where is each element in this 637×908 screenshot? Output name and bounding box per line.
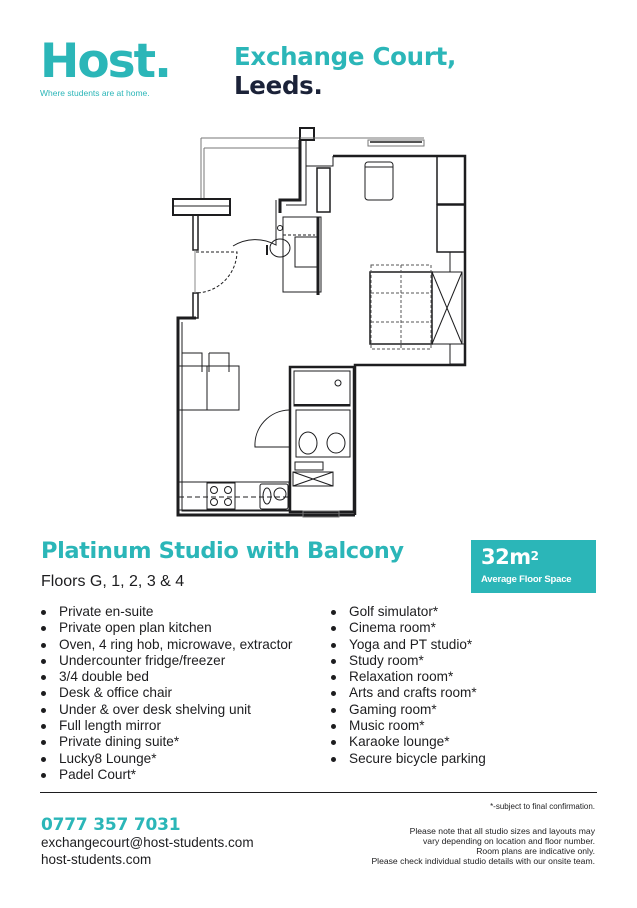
feature-item: Lucky8 Lounge*: [38, 751, 292, 767]
footer-divider: [40, 792, 597, 793]
feature-item: Cinema room*: [328, 620, 486, 636]
phone-number[interactable]: 0777 357 7031: [41, 815, 181, 835]
feature-item: 3/4 double bed: [38, 669, 292, 685]
logo-wordmark: Host.: [40, 34, 170, 89]
floor-plan: [160, 120, 480, 525]
feature-item: Undercounter fridge/freezer: [38, 653, 292, 669]
feature-item: Karaoke lounge*: [328, 734, 486, 750]
feature-item: Yoga and PT studio*: [328, 637, 486, 653]
floor-area-label: Average Floor Space: [481, 574, 572, 585]
area-number: 32m: [481, 545, 531, 569]
disclaimer-line: vary depending on location and floor number.: [423, 836, 595, 846]
feature-item: Desk & office chair: [38, 685, 292, 701]
feature-item: Arts and crafts room*: [328, 685, 486, 701]
logo-tagline: Where students are at home.: [40, 88, 150, 98]
feature-item: Relaxation room*: [328, 669, 486, 685]
email-link[interactable]: exchangecourt@host-students.com: [41, 835, 254, 850]
feature-item: Full length mirror: [38, 718, 292, 734]
feature-item: Under & over desk shelving unit: [38, 702, 292, 718]
feature-item: Padel Court*: [38, 767, 292, 783]
area-superscript: 2: [530, 549, 539, 563]
property-city: Leeds.: [234, 71, 323, 100]
layout-disclaimer: [371, 826, 595, 866]
feature-item: Private en-suite: [38, 604, 292, 620]
floor-area-value: [481, 545, 586, 569]
feature-item: Study room*: [328, 653, 486, 669]
disclaimer-line: Room plans are indicative only.: [476, 846, 595, 856]
floor-area-badge: [471, 540, 596, 593]
feature-item: Music room*: [328, 718, 486, 734]
feature-item: Private open plan kitchen: [38, 620, 292, 636]
disclaimer-line: Please check individual studio details with our onsite team.: [371, 856, 595, 866]
property-name-line1: Exchange Court,: [234, 42, 457, 71]
host-logo: [40, 34, 180, 98]
studio-title: Platinum Studio with Balcony: [41, 538, 404, 564]
feature-item: Gaming room*: [328, 702, 486, 718]
website-link[interactable]: host-students.com: [41, 852, 152, 867]
subject-to-confirmation-note: *-subject to final confirmation.: [490, 802, 595, 811]
studio-floors: Floors G, 1, 2, 3 & 4: [41, 573, 185, 590]
feature-item: Private dining suite*: [38, 734, 292, 750]
feature-list-amenities: [328, 604, 486, 767]
feature-item: Secure bicycle parking: [328, 751, 486, 767]
balcony: [201, 138, 300, 200]
property-name: [234, 42, 456, 100]
disclaimer-line: Please note that all studio sizes and layouts may: [409, 826, 595, 836]
feature-item: Golf simulator*: [328, 604, 486, 620]
feature-list-room: [38, 604, 292, 783]
feature-item: Oven, 4 ring hob, microwave, extractor: [38, 637, 292, 653]
